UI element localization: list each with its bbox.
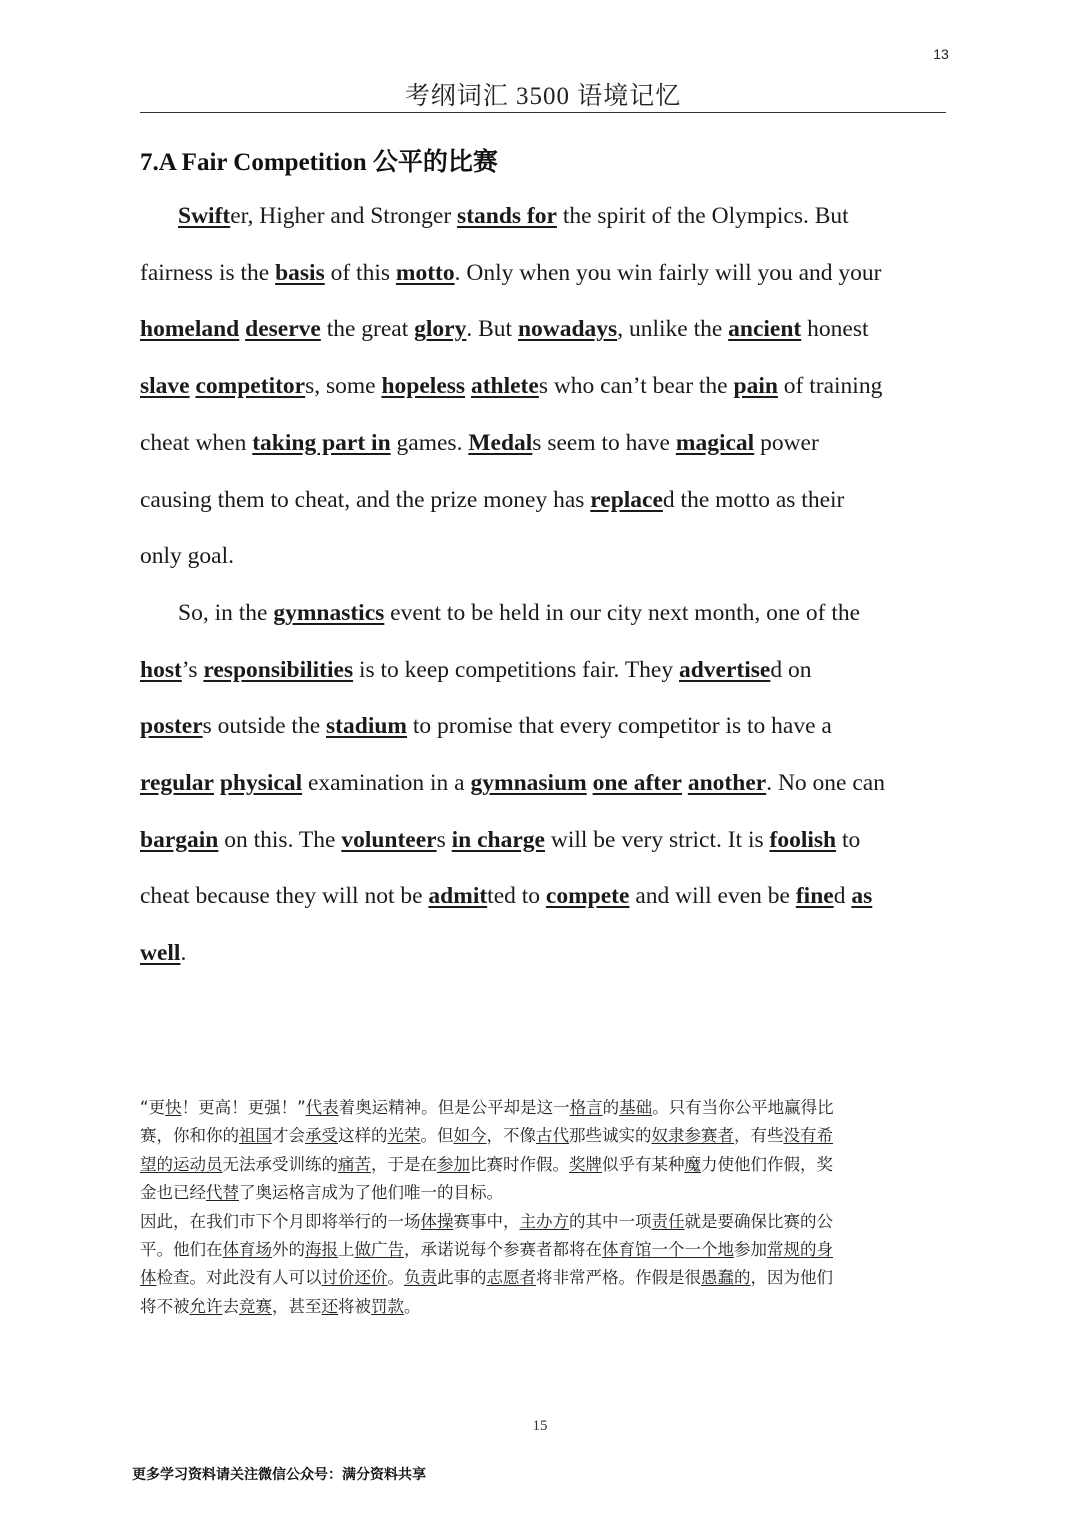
text-run: d on [770,656,812,683]
vocab-word: 没有希 [783,1126,833,1146]
footer-note: 更多学习资料请关注微信公众号：满分资料共享 [132,1467,426,1483]
vocab-word: foolish [769,826,837,853]
vocab-word: 海报 [305,1240,338,1260]
vocab-word: 格言 [569,1098,603,1117]
vocab-word: 体 [140,1268,157,1288]
vocab-word: 奖牌 [569,1154,602,1174]
text-run: 的 [602,1098,620,1117]
vocab-word: 参加 [437,1154,470,1174]
vocab-word: 祖国 [239,1126,272,1146]
text-line [140,1179,946,1207]
text-run: s who can’t bear the [538,373,734,400]
text-run: 就是要确保比赛的公 [684,1211,833,1231]
text-run: 赛事中， [453,1211,520,1231]
text-run: 似乎有某种 [602,1154,685,1174]
text-run: 的其中一项 [569,1211,652,1231]
text-run: . Only when you win fairly will you and your [454,259,882,286]
text-run: the spirit of the Olympics. But [556,203,849,229]
text-line [140,868,946,925]
text-run: the great [320,316,415,343]
text-run: 外的 [272,1240,305,1260]
vocab-word: poster [140,713,203,740]
text-run: 这样的 [338,1126,388,1146]
vocab-word: 魔 [684,1154,701,1174]
text-run: 去 [222,1296,239,1316]
text-run: . But [466,316,518,343]
vocab-word: 还 [321,1296,338,1316]
text-run: of training [777,373,883,400]
text-line [140,698,946,755]
vocab-word: gymnastics [273,599,385,626]
vocab-word: 讨价还价 [321,1268,388,1288]
text-line [140,528,946,585]
text-line [140,925,946,982]
vocab-word: 常规的身 [767,1240,833,1260]
text-run: to promise that every competitor is to have a [407,713,832,740]
vocab-word: taking part in [252,429,391,456]
text-line [140,358,946,415]
text-run: 着奥运精神。但是公平却是这一 [338,1098,570,1117]
text-run: 检查。对此没有人可以 [156,1268,322,1288]
page-number-bottom: 15 [532,1418,548,1434]
vocab-word: 竞赛 [239,1296,272,1316]
text-line [140,1151,946,1179]
vocab-word: 志愿者 [486,1268,536,1288]
text-run: d the motto as their [662,486,845,513]
text-run: 此事的 [437,1268,487,1288]
vocab-word: slave [140,373,190,400]
vocab-word: 奴隶参赛者 [651,1126,734,1146]
vocab-word: 代表 [305,1098,339,1117]
vocab-word: 一个一个地 [651,1240,734,1260]
text-run: examination in a [302,770,471,797]
vocab-word: 代替 [206,1183,239,1203]
text-line [140,301,946,358]
text-line [140,1122,946,1150]
text-run: 参加 [734,1240,767,1260]
vocab-word: physical [219,770,303,797]
text-run: “更 [140,1098,166,1117]
text-run: d [833,883,852,910]
header-rule [140,112,946,113]
text-run: 才会 [272,1126,305,1146]
text-run: will be very strict. It is [544,826,770,853]
text-line [140,415,946,472]
text-line [140,472,946,529]
vocab-word: magical [675,429,755,456]
english-passage [140,188,946,982]
text-run: is to keep competitions fair. They [353,656,679,683]
vocab-word: 主办方 [519,1211,569,1231]
text-run: 。只有当你公平地赢得比 [652,1098,834,1117]
vocab-word: responsibilities [203,656,354,683]
text-run: 平。他们在 [140,1240,223,1260]
vocab-word: 古代 [536,1126,569,1146]
text-run: ，有些 [734,1126,784,1146]
vocab-word: motto [395,259,455,286]
text-run: cheat because they will not be [140,883,429,910]
text-line [140,585,946,642]
vocab-word: stadium [326,713,407,740]
vocab-word: Swift [178,203,231,229]
vocab-word: admit [428,883,488,910]
text-run: ，不像 [486,1126,536,1146]
text-run: er, Higher and Stronger [230,203,458,229]
text-line [140,1236,946,1264]
text-line [140,188,946,245]
text-run: 无法承受训练的 [222,1154,338,1174]
vocab-word: host [140,656,182,683]
vocab-word: hopeless [381,373,466,400]
text-line [140,1293,946,1321]
vocab-word: 负责 [404,1268,437,1288]
text-run: fairness is the [140,259,276,286]
text-run: 将不被 [140,1296,190,1316]
vocab-word: as [851,883,873,910]
text-line [140,245,946,302]
vocab-word: 痛苦 [338,1154,371,1174]
text-run: 因此，在我们市下个月即将举行的一场 [140,1211,421,1231]
text-line [140,812,946,869]
vocab-word: athlete [470,373,539,400]
vocab-word: volunteer [341,826,437,853]
vocab-word: advertise [678,656,771,683]
vocab-word: 基础 [619,1098,653,1117]
vocab-word: 罚款 [371,1296,404,1316]
vocab-word: Medal [468,429,533,456]
vocab-word: 体育场 [222,1240,272,1260]
text-run: only goal. [140,543,234,570]
text-run: and will even be [629,883,796,910]
vocab-word: competitor [195,373,306,400]
header-title: 考纲词汇 3500 语境记忆 [404,83,682,110]
text-run: ted to [487,883,546,910]
text-run: 。 [404,1296,421,1316]
text-run: honest [801,316,869,343]
section-title: 7.A Fair Competition 公平的比赛 [140,149,498,176]
vocab-word: replace [590,486,663,513]
text-run: 赛，你和你的 [140,1126,239,1146]
text-run: , unlike the [617,316,729,343]
vocab-word: pain [733,373,778,400]
vocab-word: another [687,770,767,797]
text-run: 上 [338,1240,355,1260]
text-run: games. [390,429,469,456]
vocab-word: 体育馆 [602,1240,652,1260]
vocab-word: bargain [140,826,219,853]
text-run: causing them to cheat, and the prize money has [140,486,591,513]
vocab-word: nowadays [517,316,618,343]
vocab-word: basis [275,259,325,286]
vocab-word: ancient [728,316,802,343]
page-number-top: 13 [933,46,949,62]
vocab-word: 愚蠢的 [701,1268,751,1288]
text-run: ，因为他们 [750,1268,833,1288]
vocab-word: glory [414,316,467,343]
text-run: So, in the [178,599,274,626]
text-run: 将被 [338,1296,371,1316]
vocab-word: 光荣 [387,1126,421,1146]
vocab-word: one after [592,770,682,797]
text-run: s outside the [202,713,327,740]
text-run: ，于是在 [371,1154,437,1174]
vocab-word: homeland [140,316,240,343]
vocab-word: stands for [457,203,557,229]
vocab-word: 做广告 [354,1240,404,1260]
vocab-word: 快 [165,1098,182,1117]
text-run: to [836,826,861,853]
text-line [140,1094,946,1122]
text-run: 。但 [420,1126,454,1146]
text-line [140,755,946,812]
vocab-word: regular [140,770,214,797]
text-run: cheat when [140,429,253,456]
text-run: on this. The [218,826,342,853]
vocab-word: 允许 [189,1296,223,1316]
text-run: of this [324,259,396,286]
text-run: 力使他们作假，奖 [701,1154,833,1174]
vocab-word: in charge [451,826,545,853]
vocab-word: 责任 [651,1211,685,1231]
vocab-word: 承受 [305,1126,338,1146]
text-run: . [180,940,187,967]
vocab-word: 望的运动员 [140,1154,223,1174]
vocab-word: well [140,940,181,967]
text-run: s [436,826,452,853]
text-run: 。 [387,1268,404,1288]
text-run: 将非常严格。作假是很 [536,1268,701,1288]
text-line [140,642,946,699]
text-run: power [754,429,819,456]
vocab-word: fine [795,883,834,910]
vocab-word: compete [545,883,630,910]
vocab-word: 如今 [453,1126,487,1146]
text-run: s seem to have [532,429,676,456]
text-run: s, some [305,373,382,400]
text-run: event to be held in our city next month, one of the [384,599,861,626]
text-run: 比赛时作假。 [470,1154,569,1174]
text-run: . No one can [766,770,885,797]
vocab-word: deserve [245,316,321,343]
text-run: 了奥运格言成为了他们唯一的目标。 [239,1183,503,1203]
text-run: ’s [181,656,204,683]
text-run: 金也已经 [140,1183,206,1203]
text-run: 那些诚实的 [569,1126,652,1146]
text-line [140,1264,946,1292]
chinese-translation [140,1094,946,1321]
vocab-word: 体操 [420,1211,454,1231]
text-line [140,1208,946,1236]
vocab-word: gymnasium [470,770,587,797]
text-run: ！更高！更强！” [181,1098,306,1117]
text-run: ，甚至 [272,1296,322,1316]
text-run: ，承诺说每个参赛者都将在 [404,1240,602,1260]
